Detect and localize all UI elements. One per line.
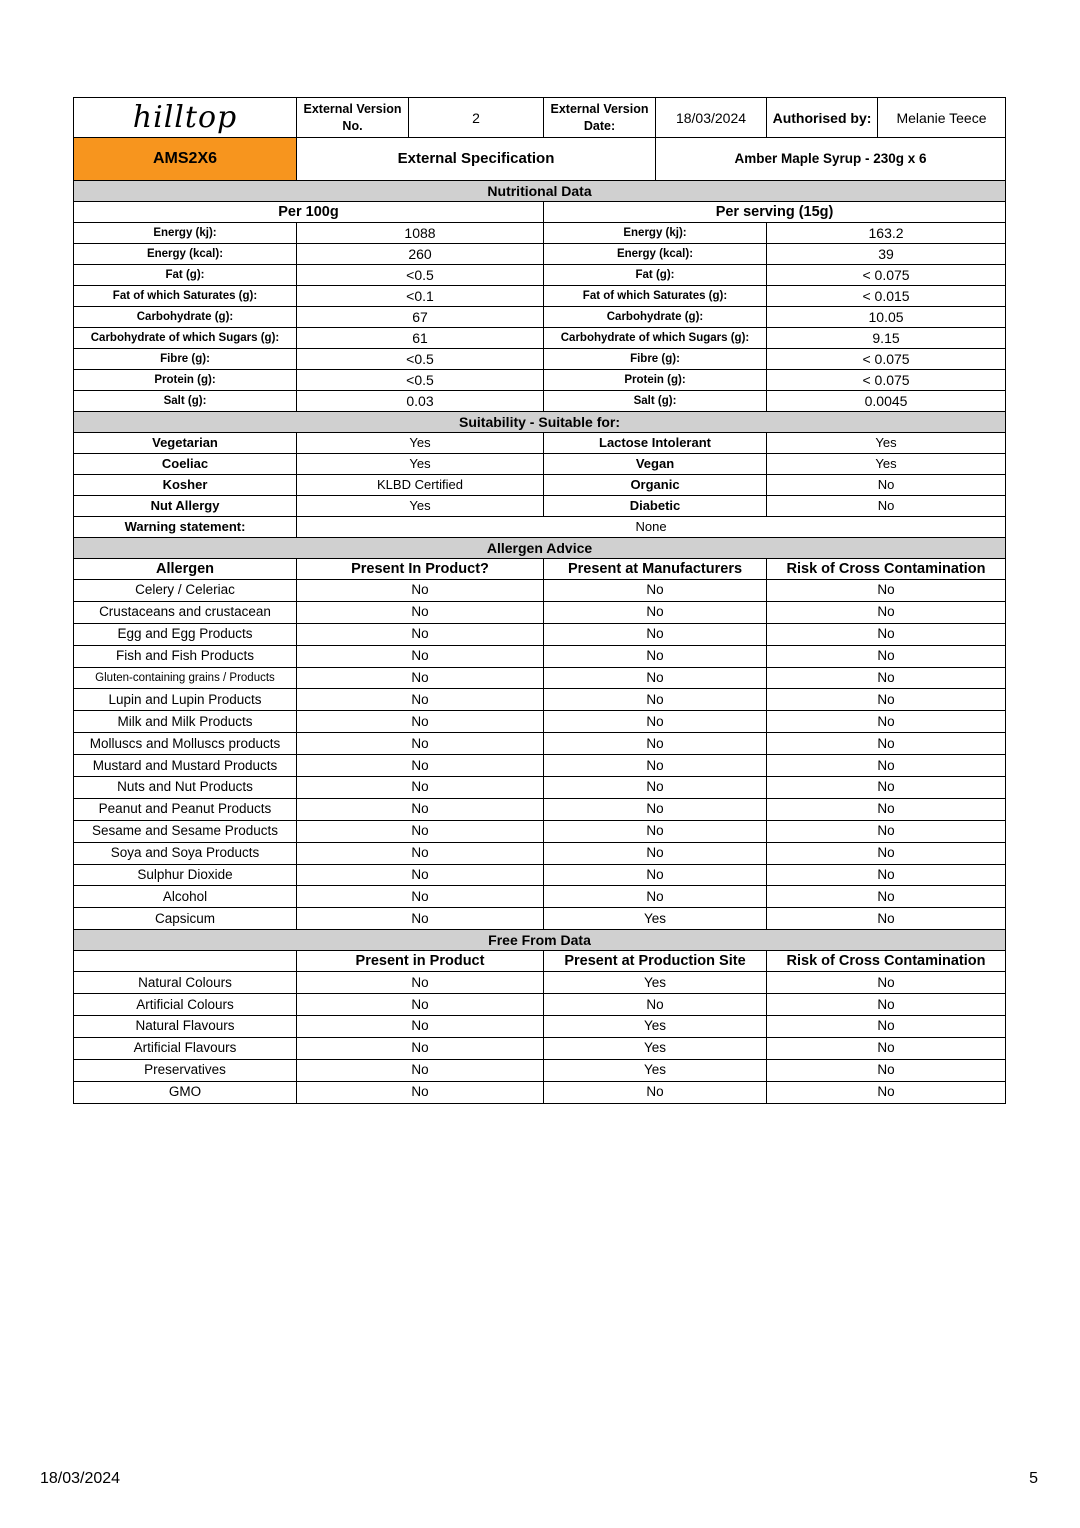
allergen-column-header: Allergen [74,559,297,580]
allergen-row [74,601,1006,623]
suitability-row [74,496,1006,517]
allergen-value: No [297,755,544,777]
nutrient-label: Fat of which Saturates (g): [74,286,297,307]
freefrom-value: No [767,972,1006,994]
per100-value: <0.5 [297,370,544,391]
allergen-value: No [767,908,1006,930]
allergen-name: Milk and Milk Products [74,711,297,733]
suitability-row [74,433,1006,454]
serving-value: < 0.075 [767,265,1006,286]
freefrom-value: No [767,1037,1006,1059]
product-code: AMS2X6 [74,138,297,181]
allergen-value: Yes [544,908,767,930]
allergen-row [74,886,1006,908]
allergen-value: No [297,645,544,667]
serving-nutrient-label: Carbohydrate (g): [544,307,767,328]
allergen-value: No [767,820,1006,842]
authorised-value: Melanie Teece [878,98,1006,138]
freefrom-value: Yes [544,1059,767,1081]
perserving-header: Per serving (15g) [544,202,1006,223]
freefrom-name: Artificial Flavours [74,1037,297,1059]
allergen-value: No [544,645,767,667]
allergen-value: No [297,798,544,820]
allergen-value: No [544,777,767,799]
nutrition-row [74,349,1006,370]
allergen-row [74,580,1006,602]
allergen-name: Peanut and Peanut Products [74,798,297,820]
allergen-row [74,689,1006,711]
freefrom-value: No [544,1081,767,1103]
allergen-section-title: Allergen Advice [74,538,1006,559]
serving-value: 9.15 [767,328,1006,349]
allergen-name: Alcohol [74,886,297,908]
hilltop-logo: hilltop [74,98,297,138]
allergen-value: No [544,689,767,711]
per100-value: 61 [297,328,544,349]
freefrom-value: No [767,1081,1006,1103]
allergen-row [74,842,1006,864]
allergen-value: No [544,667,767,689]
allergen-row [74,623,1006,645]
freefrom-value: No [767,1059,1006,1081]
suitability-row [74,475,1006,496]
allergen-name: Lupin and Lupin Products [74,689,297,711]
freefrom-value: No [767,994,1006,1016]
freefrom-value: No [297,1081,544,1103]
allergen-name: Celery / Celeriac [74,580,297,602]
allergen-row [74,667,1006,689]
allergen-row [74,755,1006,777]
suitability-value: Yes [297,433,544,454]
allergen-value: No [297,886,544,908]
serving-nutrient-label: Fat (g): [544,265,767,286]
nutrition-row [74,328,1006,349]
nutrition-row [74,286,1006,307]
nutrient-label: Carbohydrate (g): [74,307,297,328]
authorised-label: Authorised by: [767,98,878,138]
allergen-value: No [297,689,544,711]
suitability-value: No [767,496,1006,517]
allergen-name: Egg and Egg Products [74,623,297,645]
allergen-value: No [544,864,767,886]
allergen-value: No [544,601,767,623]
per100-value: 1088 [297,223,544,244]
nutrition-row [74,223,1006,244]
spec-title: External Specification [297,138,656,181]
freefrom-value: Yes [544,1037,767,1059]
version-date-value: 18/03/2024 [656,98,767,138]
suitability-value: Yes [297,496,544,517]
allergen-value: No [767,623,1006,645]
nutrient-label: Salt (g): [74,391,297,412]
allergen-name: Mustard and Mustard Products [74,755,297,777]
allergen-row [74,733,1006,755]
allergen-value: No [297,820,544,842]
suitability-label: Vegetarian [74,433,297,454]
freefrom-value: No [297,972,544,994]
suitability-value: KLBD Certified [297,475,544,496]
freefrom-value: No [767,1016,1006,1038]
serving-value: < 0.075 [767,370,1006,391]
version-no-label: External Version No. [297,98,409,138]
allergen-value: No [297,842,544,864]
allergen-row [74,908,1006,930]
suitability-value: Yes [767,433,1006,454]
allergen-value: No [767,777,1006,799]
serving-nutrient-label: Energy (kj): [544,223,767,244]
allergen-value: No [767,755,1006,777]
allergen-value: No [767,864,1006,886]
allergen-value: No [767,798,1006,820]
allergen-value: No [297,623,544,645]
suitability-label: Kosher [74,475,297,496]
per100-value: <0.5 [297,265,544,286]
allergen-name: Capsicum [74,908,297,930]
version-date-label: External Version Date: [544,98,656,138]
freefrom-value: No [544,994,767,1016]
allergen-value: No [544,580,767,602]
serving-value: 10.05 [767,307,1006,328]
allergen-value: No [767,580,1006,602]
freefrom-column-header [74,951,297,972]
nutrition-row [74,391,1006,412]
allergen-value: No [544,733,767,755]
suitability-label: Diabetic [544,496,767,517]
freefrom-name: Natural Flavours [74,1016,297,1038]
warning-value: None [297,517,1006,538]
header-table [73,97,1006,138]
serving-nutrient-label: Fibre (g): [544,349,767,370]
allergen-value: No [767,711,1006,733]
allergen-column-header: Risk of Cross Contamination [767,559,1006,580]
nutrient-label: Energy (kj): [74,223,297,244]
suitability-value: No [767,475,1006,496]
allergen-row [74,820,1006,842]
nutrient-label: Fibre (g): [74,349,297,370]
serving-value: < 0.015 [767,286,1006,307]
version-no-value: 2 [409,98,544,138]
freefrom-header-row [74,951,1006,972]
freefrom-value: Yes [544,1016,767,1038]
allergen-value: No [767,689,1006,711]
per100-value: 260 [297,244,544,265]
freefrom-column-header: Present at Production Site [544,951,767,972]
nutrition-row [74,370,1006,391]
allergen-value: No [767,886,1006,908]
title-table [73,137,1006,181]
per100-header: Per 100g [74,202,544,223]
freefrom-value: No [297,1059,544,1081]
nutrition-row [74,265,1006,286]
freefrom-row [74,1037,1006,1059]
main-table [73,180,1006,1104]
freefrom-section-title: Free From Data [74,930,1006,951]
suitability-label: Organic [544,475,767,496]
allergen-name: Soya and Soya Products [74,842,297,864]
suitability-label: Vegan [544,454,767,475]
serving-nutrient-label: Fat of which Saturates (g): [544,286,767,307]
allergen-row [74,777,1006,799]
allergen-value: No [544,842,767,864]
allergen-value: No [544,711,767,733]
freefrom-name: Natural Colours [74,972,297,994]
suitability-section-title: Suitability - Suitable for: [74,412,1006,433]
suitability-value: Yes [767,454,1006,475]
per100-value: 67 [297,307,544,328]
allergen-column-header: Present at Manufacturers [544,559,767,580]
allergen-value: No [544,798,767,820]
product-name: Amber Maple Syrup - 230g x 6 [656,138,1006,181]
allergen-name: Crustaceans and crustacean [74,601,297,623]
allergen-row [74,864,1006,886]
serving-value: 0.0045 [767,391,1006,412]
footer-date: 18/03/2024 [40,1470,121,1487]
freefrom-column-header: Present in Product [297,951,544,972]
freefrom-column-header: Risk of Cross Contamination [767,951,1006,972]
freefrom-row [74,1016,1006,1038]
allergen-value: No [297,667,544,689]
nutrient-label: Fat (g): [74,265,297,286]
nutrient-label: Energy (kcal): [74,244,297,265]
serving-value: 163.2 [767,223,1006,244]
allergen-row [74,798,1006,820]
per100-value: 0.03 [297,391,544,412]
serving-value: < 0.075 [767,349,1006,370]
allergen-value: No [767,733,1006,755]
allergen-value: No [297,864,544,886]
allergen-value: No [297,580,544,602]
freefrom-name: GMO [74,1081,297,1103]
per100-value: <0.5 [297,349,544,370]
freefrom-row [74,972,1006,994]
allergen-row [74,645,1006,667]
allergen-name: Sulphur Dioxide [74,864,297,886]
serving-nutrient-label: Salt (g): [544,391,767,412]
freefrom-value: No [297,1037,544,1059]
allergen-value: No [544,886,767,908]
nutrition-row [74,307,1006,328]
freefrom-row [74,1081,1006,1103]
allergen-value: No [544,623,767,645]
allergen-name: Nuts and Nut Products [74,777,297,799]
allergen-value: No [767,645,1006,667]
serving-nutrient-label: Energy (kcal): [544,244,767,265]
nutrient-label: Carbohydrate of which Sugars (g): [74,328,297,349]
suitability-value: Yes [297,454,544,475]
freefrom-value: No [297,1016,544,1038]
serving-nutrient-label: Carbohydrate of which Sugars (g): [544,328,767,349]
freefrom-row [74,1059,1006,1081]
allergen-value: No [767,842,1006,864]
allergen-name: Molluscs and Molluscs products [74,733,297,755]
allergen-value: No [767,601,1006,623]
freefrom-name: Artificial Colours [74,994,297,1016]
allergen-name: Fish and Fish Products [74,645,297,667]
specification-document [73,97,1005,1104]
allergen-value: No [544,820,767,842]
allergen-value: No [297,908,544,930]
suitability-label: Nut Allergy [74,496,297,517]
nutrition-section-title: Nutritional Data [74,181,1006,202]
suitability-row [74,454,1006,475]
allergen-row [74,711,1006,733]
nutrition-row [74,244,1006,265]
warning-label: Warning statement: [74,517,297,538]
per100-value: <0.1 [297,286,544,307]
allergen-value: No [297,601,544,623]
allergen-value: No [297,777,544,799]
nutrient-label: Protein (g): [74,370,297,391]
allergen-value: No [297,711,544,733]
allergen-value: No [767,667,1006,689]
serving-value: 39 [767,244,1006,265]
freefrom-value: No [297,994,544,1016]
page-number: 5 [1029,1470,1038,1487]
serving-nutrient-label: Protein (g): [544,370,767,391]
allergen-column-header: Present In Product? [297,559,544,580]
allergen-header-row [74,559,1006,580]
allergen-value: No [544,755,767,777]
freefrom-name: Preservatives [74,1059,297,1081]
allergen-name: Gluten-containing grains / Products [74,667,297,689]
allergen-value: No [297,733,544,755]
allergen-name: Sesame and Sesame Products [74,820,297,842]
freefrom-row [74,994,1006,1016]
suitability-label: Coeliac [74,454,297,475]
suitability-label: Lactose Intolerant [544,433,767,454]
freefrom-value: Yes [544,972,767,994]
